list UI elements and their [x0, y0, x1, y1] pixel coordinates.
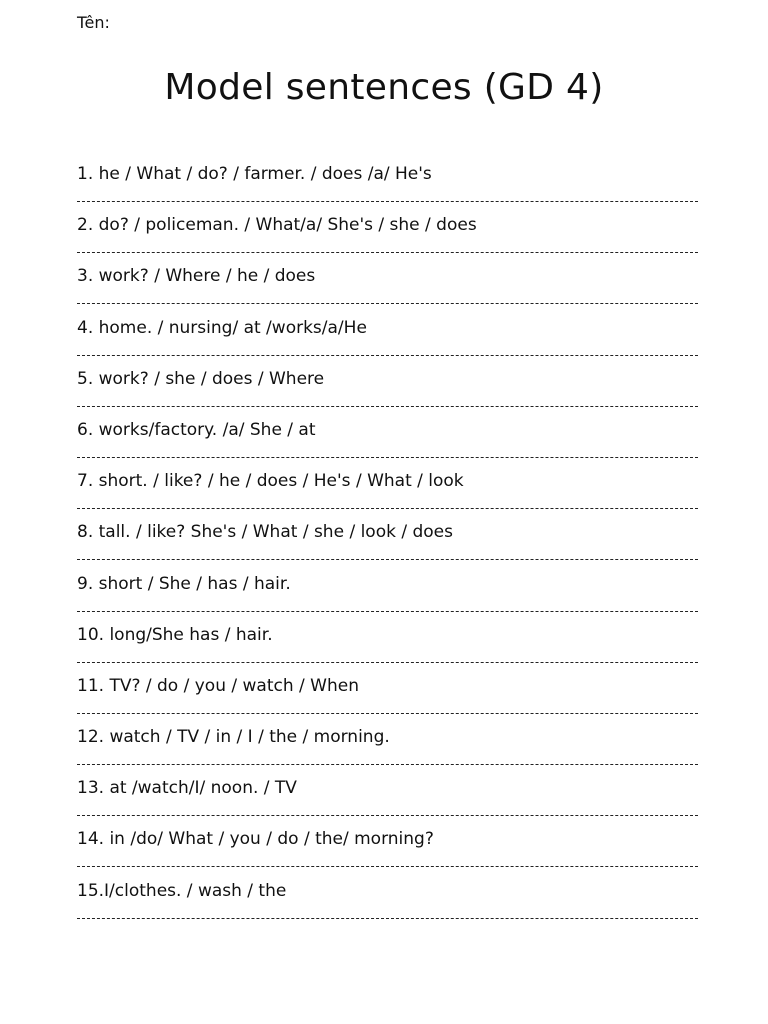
exercise-item-15: [77, 879, 701, 930]
exercise-prompt: 7. short. / like? / he / does / He's / What / look: [77, 471, 464, 492]
exercise-prompt: 9. short / She / has / hair.: [77, 573, 291, 594]
exercise-item-5: [77, 367, 701, 418]
exercise-item-12: [77, 725, 701, 776]
exercise-item-1: [77, 162, 701, 213]
answer-line: [77, 252, 698, 253]
answer-line: [77, 303, 698, 304]
exercise-item-14: [77, 827, 701, 878]
exercise-prompt: 3. work? / Where / he / does: [77, 266, 316, 287]
answer-line: [77, 866, 698, 867]
exercise-prompt: 15.I/clothes. / wash / the: [77, 880, 287, 901]
exercise-prompt: 5. work? / she / does / Where: [77, 368, 325, 389]
exercise-item-6: [77, 418, 701, 469]
exercise-prompt: 14. in /do/ What / you / do / the/ morning?: [77, 829, 434, 850]
answer-line: [77, 355, 698, 356]
exercise-prompt: 12. watch / TV / in / I / the / morning.: [77, 727, 390, 748]
exercise-item-2: [77, 213, 701, 264]
exercise-list: [77, 162, 701, 930]
exercise-item-7: [77, 469, 701, 520]
answer-line: [77, 713, 698, 714]
student-name-label: Tên:: [77, 13, 110, 32]
exercise-item-11: [77, 674, 701, 725]
exercise-prompt: 8. tall. / like? She's / What / she / look / does: [77, 522, 453, 543]
answer-line: [77, 764, 698, 765]
answer-line: [77, 406, 698, 407]
exercise-item-4: [77, 316, 701, 367]
exercise-item-9: [77, 572, 701, 623]
answer-line: [77, 201, 698, 202]
exercise-prompt: 1. he / What / do? / farmer. / does /a/ He's: [77, 164, 432, 184]
exercise-item-8: [77, 520, 701, 571]
answer-line: [77, 611, 698, 612]
worksheet-title: Model sentences (GD 4): [164, 67, 604, 108]
exercise-prompt: 13. at /watch/I/ noon. / TV: [77, 778, 297, 799]
answer-line: [77, 457, 698, 458]
answer-line: [77, 662, 698, 663]
exercise-item-3: [77, 264, 701, 315]
answer-line: [77, 918, 698, 919]
exercise-item-13: [77, 776, 701, 827]
exercise-item-10: [77, 623, 701, 674]
answer-line: [77, 815, 698, 816]
exercise-prompt: 4. home. / nursing/ at /works/a/He: [77, 317, 367, 338]
exercise-prompt: 10. long/She has / hair.: [77, 624, 273, 645]
answer-line: [77, 508, 698, 509]
exercise-prompt: 11. TV? / do / you / watch / When: [77, 675, 359, 696]
exercise-prompt: 6. works/factory. /a/ She / at: [77, 419, 316, 440]
exercise-prompt: 2. do? / policeman. / What/a/ She's / she / does: [77, 215, 477, 236]
answer-line: [77, 559, 698, 560]
